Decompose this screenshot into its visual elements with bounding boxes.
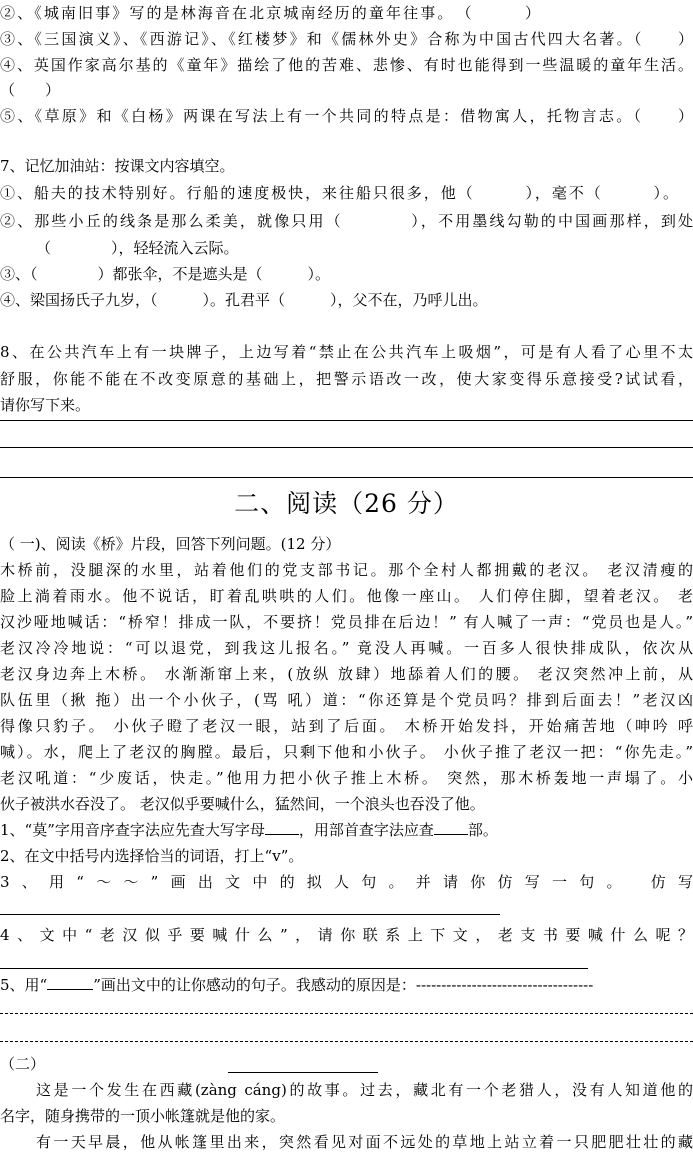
answer-line[interactable]	[0, 447, 693, 448]
fill-blank-2-cont: （ ），轻轻流入云际。	[36, 239, 239, 257]
fill-blank-1: ①、船夫的技术特别好。行船的速度极快，来往船只很多，他（ ），毫不（ ）。	[0, 184, 678, 202]
passage-line: 得像只豹子。 小伙子瞪了老汉一眼，站到了后面。 木桥开始发抖，开始痛苦地（呻吟 呼	[0, 717, 693, 735]
question-5-part-1: 5、用“	[0, 976, 48, 994]
question-7-title: 7、记忆加油站：按课文内容填空。	[0, 157, 235, 175]
reading-question-4: 4、文中“老汉似乎要喊什么”，请你联系上下文，老支书要喊什么呢？	[0, 926, 693, 944]
title-blank-line[interactable]	[228, 1072, 378, 1073]
reading-2-heading: （二）	[0, 1055, 46, 1073]
judge-item-4-blank: （ ）	[0, 81, 61, 99]
section-divider	[0, 477, 693, 478]
blank-letter[interactable]	[265, 820, 299, 835]
question-5-part-2: ”画出文中的让你感动的句子。我感动的原因是：-----------------------------------	[93, 976, 594, 994]
question-1-part-1: 1、“莫”字用音序查字法应先查大写字母	[0, 821, 265, 839]
reading-question-3: 3、用“～～”画出文中的拟人句。并请你仿写一句。 仿写	[0, 873, 693, 891]
passage-line: 老汉冷冷地说：“可以退党，到我这儿报名。” 竟没人再喊。一百多人很快排成队，依次从	[0, 639, 693, 657]
judge-item-2: ②、《城南旧事》写的是林海音在北京城南经历的童年往事。 （ ）	[0, 4, 540, 22]
fill-blank-2: ②、那些小丘的线条是那么柔美，就像只用（ ），不用墨线勾勒的中国画那样，到处	[0, 212, 693, 230]
passage-line: 脸上淌着雨水。他不说话，盯着乱哄哄的人们。他像一座山。 人们停住脚，望着老汉。 老	[0, 587, 693, 605]
passage-2-line: 这是一个发生在西藏(zàng cáng)的故事。过去，藏北有一个老猎人，没有人知道他的	[36, 1081, 693, 1099]
answer-line[interactable]	[0, 420, 693, 421]
answer-line[interactable]	[0, 1041, 693, 1042]
blank-radical[interactable]	[434, 820, 468, 835]
reading-question-5	[0, 975, 693, 996]
passage-2-line: 有一天早晨，他从帐篷里出来，突然看见对面不远处的草地上站立着一只肥肥壮壮的藏	[36, 1133, 693, 1151]
judge-item-4: ④、英国作家高尔基的《童年》描绘了他的苦难、悲惨、有时也能得到一些温暖的童年生活。	[0, 56, 693, 74]
answer-line[interactable]	[0, 914, 500, 915]
judge-item-5: ⑤、《草原》和《白杨》两课在写法上有一个共同的特点是：借物寓人，托物言志。（ ）	[0, 107, 693, 125]
passage-line: 老汉身边奔上木桥。 水渐渐窜上来，(放纵 放肆）地舔着人们的腰。 老汉突然冲上前，从	[0, 665, 693, 683]
question-8-line-3: 请你写下来。	[0, 396, 91, 414]
answer-line[interactable]	[0, 968, 588, 969]
question-1-part-2: ，用部首查字法应查	[298, 821, 434, 839]
answer-line[interactable]	[0, 1013, 693, 1014]
reading-question-1	[0, 820, 693, 841]
reading-1-heading: （ 一)、阅读《桥》片段，回答下列问题。(12 分）	[0, 535, 341, 553]
passage-line: 老汉吼道：“少废话，快走。”他用力把小伙子推上木桥。 突然，那木桥轰地一声塌了。小	[0, 769, 693, 787]
question-8-line-2: 舒服，你能不能在不改变原意的基础上，把警示语改一改，使大家变得乐意接受?试试看，	[0, 370, 693, 388]
passage-line: 喊）。水，爬上了老汉的胸膛。最后，只剩下他和小伙子。 小伙子推了老汉一把：“你先走。”	[0, 743, 693, 761]
underline-sample	[47, 975, 93, 990]
question-1-part-3: 部。	[467, 821, 498, 839]
reading-question-2: 2、在文中括号内选择恰当的词语，打上“v”。	[0, 847, 304, 865]
passage-line: 汉沙哑地喊话：“桥窄！排成一队，不要挤！党员排在后边！” 有人喊了一声：“党员也是人。”	[0, 613, 693, 631]
fill-blank-4: ④、梁国扬氏子九岁，（ ）。孔君平（ ），父不在，乃呼儿出。	[0, 291, 488, 309]
question-8-line-1: 8、在公共汽车上有一块牌子，上边写着“禁止在公共汽车上吸烟”，可是有人看了心里不太	[0, 343, 693, 361]
passage-2-line: 名字，随身携带的一顶小帐篷就是他的家。	[0, 1107, 286, 1125]
passage-line: 队伍里（揪 拖）出一个小伙子，(骂 吼）道：“你还算是个党员吗？排到后面去！”老汉凶	[0, 691, 693, 709]
passage-line: 木桥前，没腿深的水里，站着他们的党支部书记。那个全村人都拥戴的老汉。 老汉清瘦的	[0, 561, 693, 579]
passage-line: 伙子被洪水吞没了。 老汉似乎要喊什么，猛然间，一个浪头也吞没了他。	[0, 795, 485, 813]
section-title: 二、阅读（26 分）	[234, 489, 459, 518]
fill-blank-3: ③、（ ）都张伞，不是遮头是（ ）。	[0, 265, 331, 283]
judge-item-3: ③、《三国演义》、《西游记》、《红楼梦》和《儒林外史》合称为中国古代四大名著。（ ）	[0, 30, 693, 48]
